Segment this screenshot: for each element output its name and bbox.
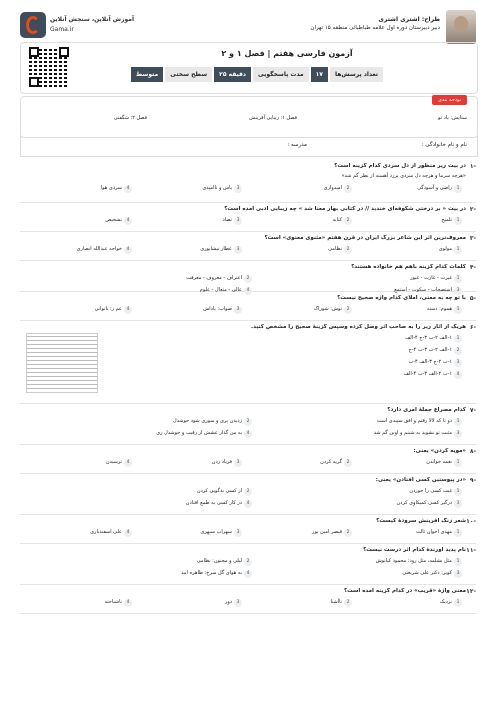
option-text: مثبت تو نشوید به شبنم و اوبن گم شد	[373, 430, 452, 436]
info-label: مدت پاسخگویی	[253, 67, 309, 82]
option-text: راضی و آسودگی	[417, 185, 452, 191]
option-number: 3	[454, 500, 462, 508]
option-text: خواجه عبدالله انصاری	[76, 246, 122, 252]
option-number: 3	[234, 459, 242, 467]
option-number: 1	[454, 418, 462, 426]
answer-option[interactable]	[197, 488, 252, 496]
option-text: صواب: پاداش	[203, 306, 232, 312]
option-text: کویر: دکتر علی شریعتی	[402, 570, 452, 576]
question-item	[20, 203, 476, 232]
option-text: توش: شوراک	[313, 306, 342, 312]
option-text: نغمه خواندن	[426, 459, 452, 465]
option-text: ۱-الف ۲-ب ۳-ج ۴-الف	[405, 335, 452, 341]
option-number: 2	[344, 306, 352, 314]
option-number: 2	[344, 459, 352, 467]
option-text: به من گذار عشش از رقیب و خوشدل زی	[156, 430, 242, 436]
chapter-label: ستایش: یاد تو	[438, 115, 467, 121]
option-number: 1	[454, 306, 462, 314]
qr-code	[29, 47, 69, 87]
option-number: 4	[244, 570, 252, 578]
option-number: 4	[124, 246, 132, 254]
option-number: 3	[234, 185, 242, 193]
question-number: ۳-	[469, 235, 476, 242]
option-number: 4	[124, 459, 132, 467]
option-text: به هوای گل سرخ: طاهره ایبد	[180, 570, 242, 576]
option-number: 1	[454, 246, 462, 254]
option-number: 1	[454, 599, 462, 607]
option-text: هموم: دسته	[426, 306, 452, 312]
exam-title-box	[20, 42, 478, 94]
info-label: سطح سختی	[165, 67, 212, 82]
question-text: کدام مصراع جملهٔ امری دارد؟	[387, 407, 466, 413]
question-number: ۱۰-	[466, 518, 476, 525]
question-number: ۵-	[469, 295, 476, 302]
option-number: 1	[454, 275, 462, 283]
answer-option[interactable]	[409, 347, 463, 355]
option-text: ناآشنا	[330, 599, 342, 605]
answer-option[interactable]	[105, 217, 132, 225]
option-number: 4	[124, 306, 132, 314]
option-number: 2	[244, 558, 252, 566]
question-number: ۱-	[469, 163, 476, 170]
question-list	[20, 160, 476, 614]
answer-option[interactable]	[409, 359, 462, 367]
option-number: 3	[234, 306, 242, 314]
info-value: ۲۵ دقیقه	[214, 67, 251, 82]
option-text: زدیدن پری و سوری شود خوشدل	[173, 418, 242, 424]
option-text: امیدواری	[323, 185, 342, 191]
option-number: 2	[244, 418, 252, 426]
option-text: نظامی	[328, 246, 342, 252]
option-number: 2	[244, 275, 252, 283]
option-number: 4	[124, 217, 132, 225]
chapter-label: فصل ۲: شگفتی	[113, 115, 147, 121]
question-text: شعر زنگ آفرینش سرودهٔ کیست؟	[376, 518, 466, 524]
question-text: «مویه کردن» یعنی:	[413, 448, 466, 454]
answer-option[interactable]	[173, 418, 252, 426]
option-number: 1	[454, 529, 462, 537]
option-text: درگیر کسی کمیکاوی کردن	[396, 500, 452, 506]
info-value: متوسط	[131, 67, 163, 82]
question-text: معنی واژهٔ «قریب» در کدام گزینه آمده است؟	[343, 588, 466, 594]
option-text: اعتراف - معروف - معرفت	[186, 275, 242, 281]
option-text: ۱-ب ۲-الف ۳-ب ۴-الف	[403, 371, 452, 377]
option-number: 1	[454, 558, 462, 566]
question-text: با تو چه به معنی، املای کدام واژه صحیح نیست؟	[337, 295, 466, 301]
budget-section	[20, 96, 478, 138]
question-item	[20, 585, 476, 614]
option-text: سهراب سپهری	[200, 529, 232, 535]
answer-option[interactable]	[101, 185, 132, 193]
option-text: از کسی بدگویی کردن	[196, 488, 242, 494]
chapter-label: فصل ۱: زیبایی آفرینش	[249, 115, 297, 121]
question-item	[20, 261, 476, 292]
option-text: ۱-ب ۲-ج ۳-الف ۴-ب	[408, 359, 452, 365]
option-text: دور	[224, 599, 232, 605]
option-text: کنایه	[332, 217, 342, 223]
option-text: مولوی	[438, 246, 452, 252]
answer-option[interactable]	[186, 500, 252, 508]
option-number: 1	[454, 459, 462, 467]
gama-logo	[20, 12, 46, 38]
option-number: 2	[244, 488, 252, 496]
option-text: قیصر امین پور	[312, 529, 342, 535]
question-item	[20, 160, 476, 203]
question-item	[20, 474, 476, 515]
option-number: 1	[454, 488, 462, 496]
question-number: ۱۱-	[466, 547, 476, 554]
designer-name: طراح: اشتری اشتری	[378, 16, 440, 23]
question-item	[20, 445, 476, 474]
option-number: 2	[454, 347, 462, 355]
answer-option[interactable]	[106, 459, 132, 467]
option-number: 3	[234, 529, 242, 537]
option-text: مهدی اخوان ثالث	[415, 529, 452, 535]
option-number: 2	[344, 529, 352, 537]
option-number: 1	[454, 217, 462, 225]
option-number: 4	[454, 371, 462, 379]
answer-option[interactable]	[197, 558, 252, 566]
option-number: 3	[454, 430, 462, 438]
option-text: استصحاب - سکوت - استمع	[394, 287, 452, 293]
option-number: 1	[454, 335, 462, 343]
option-text: فریاد زدن	[211, 459, 232, 465]
school-field[interactable]: مدرسه :	[287, 142, 307, 148]
answer-option[interactable]	[77, 246, 132, 254]
option-number: 1	[454, 185, 462, 193]
answer-option[interactable]	[90, 529, 132, 537]
option-number: 4	[244, 430, 252, 438]
option-text: لیلی و مجنون: نظامی	[196, 558, 242, 564]
info-label: تعداد پرسش‌ها	[330, 67, 383, 82]
question-number: ۱۲-	[466, 588, 476, 595]
question-text: «در پیوستین کسی افتادن» یعنی:	[375, 477, 466, 483]
question-number: ۲-	[469, 206, 476, 213]
answer-option[interactable]	[105, 599, 132, 607]
option-text: نزدیک	[439, 599, 452, 605]
question-text: در بیت زیر منظور از دل سردی کدام گزینه است؟	[334, 163, 466, 169]
question-item	[20, 404, 476, 445]
question-text: نام پدید آورندهٔ کدام اثر درست نیست؟	[363, 547, 466, 553]
option-text: تشخیص	[105, 217, 122, 223]
option-number: 3	[234, 599, 242, 607]
question-number: ۴-	[469, 264, 476, 271]
option-number: 4	[124, 529, 132, 537]
option-text: ناشناخته	[104, 599, 122, 605]
option-text: تلمیح	[441, 217, 452, 223]
option-text: ترسیدن	[105, 459, 122, 465]
option-text: غیرت - غارت - غیور	[410, 275, 452, 281]
option-text: ۱-الف ۲-ب ۳-ب ۴-ج	[408, 347, 452, 353]
question-item	[20, 292, 476, 321]
info-value: ۱۷	[311, 67, 328, 82]
option-text: عطار نیشابوری	[200, 246, 232, 252]
brand-url[interactable]: Gama.ir	[50, 26, 74, 33]
question-text: معروف‌ترین اثر این شاعر بزرگ ایران در قرن هفتم «مثنوی معنوی» است؟	[264, 235, 466, 241]
option-number: 3	[454, 359, 462, 367]
question-item	[20, 515, 476, 544]
question-number: ۶-	[469, 324, 476, 331]
question-number: ۷-	[469, 407, 476, 414]
question-text: کلمات کدام گزینه باهم هم خانواده هستند؟	[351, 264, 466, 270]
option-number: 4	[124, 185, 132, 193]
answer-option[interactable]	[181, 570, 252, 578]
question-text: هریک از آثار زیر را به صاحب اثر وصل کرده وسپس گزینهٔ صحیح را مشخص کنید.	[251, 324, 466, 330]
student-info	[20, 136, 478, 157]
answer-option[interactable]	[405, 335, 462, 343]
question-verse: «هرچه سرما و هرچه دل سردی پرزد آهسته از نظر گم شد»	[341, 173, 466, 179]
option-text: در کار کسی به طمع افتادن	[185, 500, 242, 506]
option-number: 2	[344, 246, 352, 254]
option-number: 4	[244, 287, 252, 295]
option-text: سردی هوا	[100, 185, 122, 191]
option-text: یاس و ناامیدی	[202, 185, 232, 191]
designer-school: دبیر دبیرستان دوره اول علامه طباطبائی منطقه ۱۵ تهران	[310, 25, 440, 31]
option-text: عم ز: ناتوانی	[94, 306, 122, 312]
option-number: 2	[344, 599, 352, 607]
avatar	[446, 10, 476, 44]
option-text: مثل بشلمه، مثل رود: محمود کیانوش	[375, 558, 452, 564]
question-text: در بیت « بر درختی شکوفه‌ای خندید // در کتابی بهار معنا شد » چه زیبایی ادبی آمده است؟	[224, 206, 466, 212]
option-text: غیب کسی را خوردن	[409, 488, 452, 494]
exam-title: آزمون فارسی هفتم | فصل ۱ و ۲	[221, 49, 353, 58]
answer-option[interactable]	[186, 275, 252, 283]
question-item	[20, 321, 476, 404]
answer-option[interactable]	[95, 306, 132, 314]
option-text: گریه کردن	[320, 459, 342, 465]
question-number: ۹-	[469, 477, 476, 484]
answer-option[interactable]	[156, 430, 252, 438]
option-number: 3	[454, 287, 462, 295]
option-number: 3	[454, 570, 462, 578]
option-text: دو تا که لالا رفتم و افق سپیدی است	[376, 418, 452, 424]
question-item	[20, 232, 476, 261]
question-number: ۸-	[469, 448, 476, 455]
exam-info	[131, 67, 383, 82]
section-badge: بودجه بندی	[432, 95, 467, 105]
option-number: 4	[244, 500, 252, 508]
option-number: 3	[234, 246, 242, 254]
option-text: تضاد	[222, 217, 232, 223]
option-number: 2	[344, 217, 352, 225]
brand-tagline: آموزش آنلاین، سنجش آنلاین	[50, 16, 135, 23]
answer-option[interactable]	[404, 371, 462, 379]
option-text: عالی - متعال - علوم	[199, 287, 242, 293]
student-name-field[interactable]: نام و نام خانوادگی :	[421, 142, 467, 148]
option-number: 2	[344, 185, 352, 193]
option-text: علی اسفندیاری	[90, 529, 122, 535]
question-item	[20, 544, 476, 585]
option-number: 3	[234, 217, 242, 225]
option-number: 4	[124, 599, 132, 607]
